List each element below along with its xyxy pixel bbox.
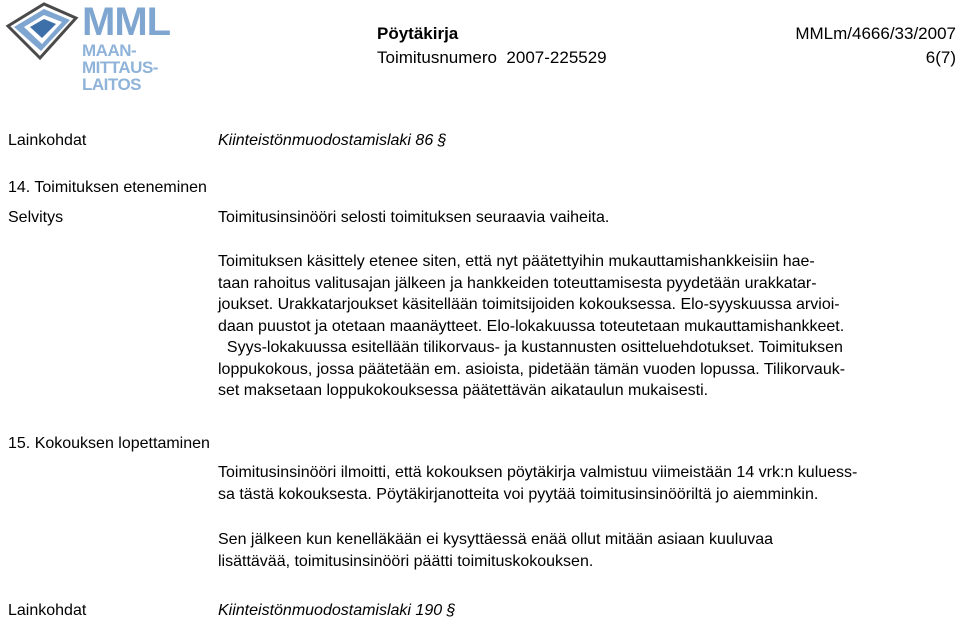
- mml-logo: [4, 0, 174, 94]
- paragraph-line: Sen jälkeen kun kenelläkään ei kysyttäessä enää ollut mitään asiaan kuuluvaa: [218, 531, 774, 548]
- section-15-heading: 15. Kokouksen lopettaminen: [8, 435, 210, 452]
- section-15-paragraph-1: [218, 462, 958, 505]
- paragraph-line: taan rahoitus valitusajan jälkeen ja hankkeiden toteuttamisesta pyydetään urakkatar-: [218, 274, 817, 292]
- logo-line-3: LAITOS: [82, 75, 142, 94]
- selvitys-label: Selvitys: [8, 209, 64, 226]
- paragraph-line: Toimitusinsinööri ilmoitti, että kokouksen pöytäkirja valmistuu viimeistään 14 vrk:n kuluess-: [218, 464, 858, 481]
- logo-line-2: MITTAUS-: [82, 58, 158, 77]
- procedure-number: Toimitusnumero 2007-225529: [377, 48, 607, 67]
- paragraph-line: daan puustot ja otetaan maanäytteet. Elo-lokakuussa toteutetaan mukauttamishankkeet.: [218, 317, 845, 335]
- legal-reference-label-2: Lainkohdat: [8, 602, 87, 619]
- legal-reference-value-2: Kiinteistönmuodostamislaki 190 §: [218, 602, 456, 619]
- paragraph-line: Syys-lokakuussa esitellään tilikorvaus- ja kustannusten ositteluehdotukset. Toimituksen: [218, 339, 843, 356]
- document-number: MMLm/4666/33/2007: [795, 24, 956, 43]
- paragraph-line: loppukokous, jossa päätetään em. asioista, pidetään tämän vuoden lopussa. Tilikorvauk-: [218, 360, 846, 378]
- section-15-paragraph-2: [218, 529, 958, 572]
- logo-line-1: MAAN-: [82, 41, 137, 60]
- document-title: Pöytäkirja: [377, 24, 459, 43]
- paragraph-line: sa tästä kokouksesta. Pöytäkirjanotteita voi pyytää toimitusinsinööriltä jo aiemminkin.: [218, 485, 819, 503]
- legal-reference-value-1: Kiinteistönmuodostamislaki 86 §: [218, 132, 447, 149]
- mml-logo-mark-icon: [4, 0, 80, 62]
- section-14-heading: 14. Toimituksen eteneminen: [8, 179, 207, 196]
- page-number: 6(7): [925, 48, 956, 67]
- selvitys-value: Toimitusinsinööri selosti toimituksen seuraavia vaiheita.: [218, 209, 610, 226]
- logo-mml-text: MML: [82, 0, 171, 44]
- legal-reference-label-1: Lainkohdat: [8, 132, 87, 149]
- paragraph-line: joukset. Urakkatarjoukset käsitellään toimitsijoiden kokouksessa. Elo-syyskuussa arvioi-: [218, 296, 840, 313]
- paragraph-line: lisättävää, toimitusinsinööri päätti toimituskokouksen.: [218, 552, 594, 570]
- section-14-paragraph: [218, 251, 958, 402]
- paragraph-line: Toimituksen käsittely etenee siten, että nyt päätettyihin mukauttamishankkeisiin hae-: [218, 253, 815, 270]
- paragraph-line: set maksetaan loppukokouksessa päätettävän aikataulun mukaisesti.: [218, 382, 709, 399]
